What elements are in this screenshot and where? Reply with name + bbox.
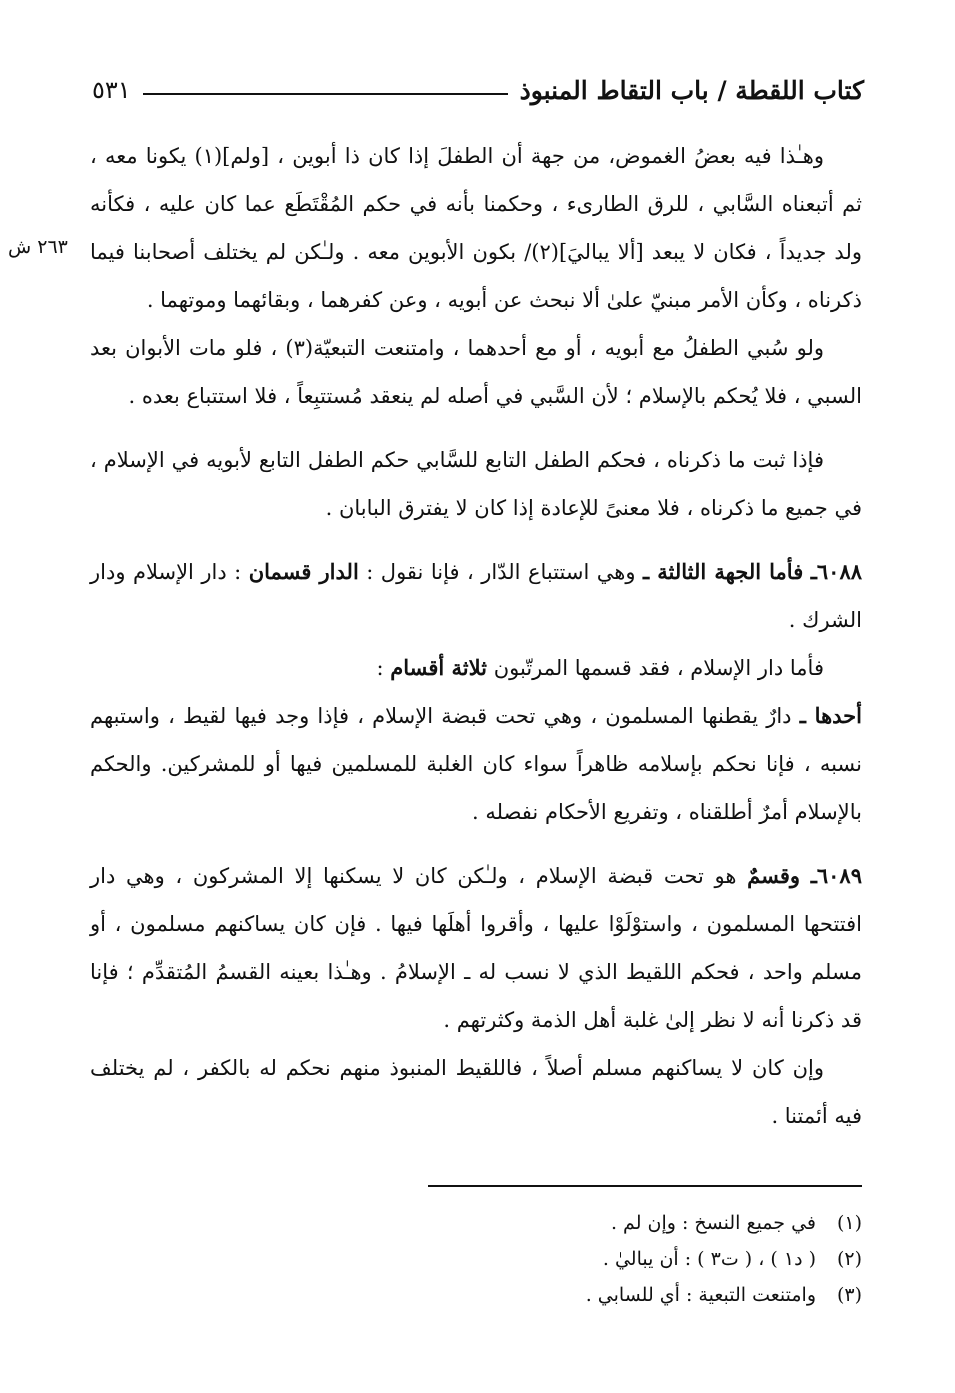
first-division-label: أحدها ـ: [799, 703, 862, 728]
section-text-end: : دار الإسلام ودار الشرك .: [90, 560, 862, 632]
page-header: [92, 70, 864, 110]
paragraph-1: وهـٰذا فيه بعضُ الغموض، من جهة أن الطفلَ إذا كان ذا أبوين ، [ولم](١) يكونا معه ، ثم أتبعناه السَّابي ، للرق الطارىء ، وحكمنا بأنه في حكم المُقْتَطَع عما كان عليه ، فكأنه ولد جديداً ، فكان لا يبعد [ألا يباليَ](٢)/ بكون الأبوين معه . ولـٰكن لم يختلف أصحابنا فيما ذكرناه ، وكأن الأمر مبنيّ علىٰ ألا نبحث عن أبويه ، وعن كفرهما ، وبقائهما وموتهما .: [90, 144, 862, 312]
divisions-end: :: [376, 656, 384, 680]
section-text: هو تحت قبضة الإسلام ، ولـٰكن كان لا يسكنها إلا المشركون ، وهي دار افتتحها المسلمون ، واستوْلَوْا عليها ، وأقروا أهلَها فيها . فإن كان يساكنهم مسلمون ، أو مسلم واحد ، فحكم اللقيط الذي لا نسب له ـ الإسلامُ . وهـٰذا بعينه القسمُ المُتقدِّم ؛ فإنا قد ذكرنا أنه لا نظر إلىٰ غلبة أهل الذمة وكثرتهم .: [90, 864, 862, 1032]
first-division-text: دارٌ يقطنها المسلمون ، وهي تحت قبضة الإسلام ، فإذا وجد فيها لقيط ، واستبهم نسبه ، فإنا نحكم بإسلامه ظاهراً سواء كان الغلبة للمسلمين فيها أو للمشركين. والحكم بالإسلام أمرٌ أطلقناه ، وتفريع الأحكام نفصله .: [90, 704, 862, 824]
body-text: [90, 132, 862, 1140]
section-heading: وقسمٌ: [747, 863, 801, 888]
footnote-number: (٣): [836, 1284, 862, 1306]
footnote-text: ( د١ ) ، ( ت٣ ) : أن يباليٰ .: [602, 1248, 816, 1270]
paragraph-divisions: [90, 644, 862, 692]
section-number: ٦٠٨٨ـ: [810, 559, 863, 584]
running-title: كتاب اللقطة / باب التقاط المنبوذ: [519, 75, 864, 105]
paragraph-3: فإذا ثبت ما ذكرناه ، فحكم الطفل التابع للسَّابي حكم الطفل التابع لأبويه في الإسلام ، في جميع ما ذكرناه ، فلا معنىً للإعادة إذا كان لا يفترق البابان .: [90, 448, 862, 520]
page-number: ٥٣١: [92, 76, 131, 104]
paragraph-first-division: [90, 692, 862, 836]
footnote-3: [300, 1277, 862, 1313]
header-rule: [143, 93, 508, 95]
footnote-number: (٢): [836, 1248, 862, 1270]
footnote-text: في جميع النسخ : وإن لم .: [610, 1212, 816, 1234]
footnote-text: وامتنعت التبعية : أي للسابي .: [585, 1284, 816, 1306]
section-text: وهي استتباع الدّار ، فإنا نقول :: [366, 560, 636, 584]
section-heading: فأما الجهة الثالثة ـ: [643, 559, 804, 584]
section-bold-term: الدار قسمان: [248, 559, 359, 584]
divisions-text: فأما دار الإسلام ، فقد قسمها المرتّبون: [493, 656, 824, 680]
paragraph-last: وإن كان لا يساكنهم مسلم أصلاً ، فاللقيط المنبوذ منهم نحكم له بالكفر ، لم يختلف فيه أئمتنا .: [90, 1056, 862, 1128]
footnote-number: (١): [836, 1212, 862, 1234]
paragraph-2: ولو سُبي الطفلُ مع أبويه ، أو مع أحدهما ، وامتنعت التبعيّة(٣) ، فلو مات الأبوان بعد السبي ، فلا يُحكم بالإسلام ؛ لأن السَّبي في أصله لم ينعقد مُستتبِعاً ، فلا استتباع بعده .: [90, 336, 862, 408]
footnote-rule: [428, 1185, 862, 1187]
section-6088: [90, 548, 862, 644]
footnote-2: [300, 1241, 862, 1277]
footnotes: [300, 1205, 862, 1313]
margin-note: ٢٦٣ ش: [8, 236, 68, 258]
divisions-bold: ثلاثة أقسام: [390, 655, 488, 680]
footnote-1: [300, 1205, 862, 1241]
section-number: ٦٠٨٩ـ: [810, 863, 862, 888]
section-6089: [90, 852, 862, 1044]
